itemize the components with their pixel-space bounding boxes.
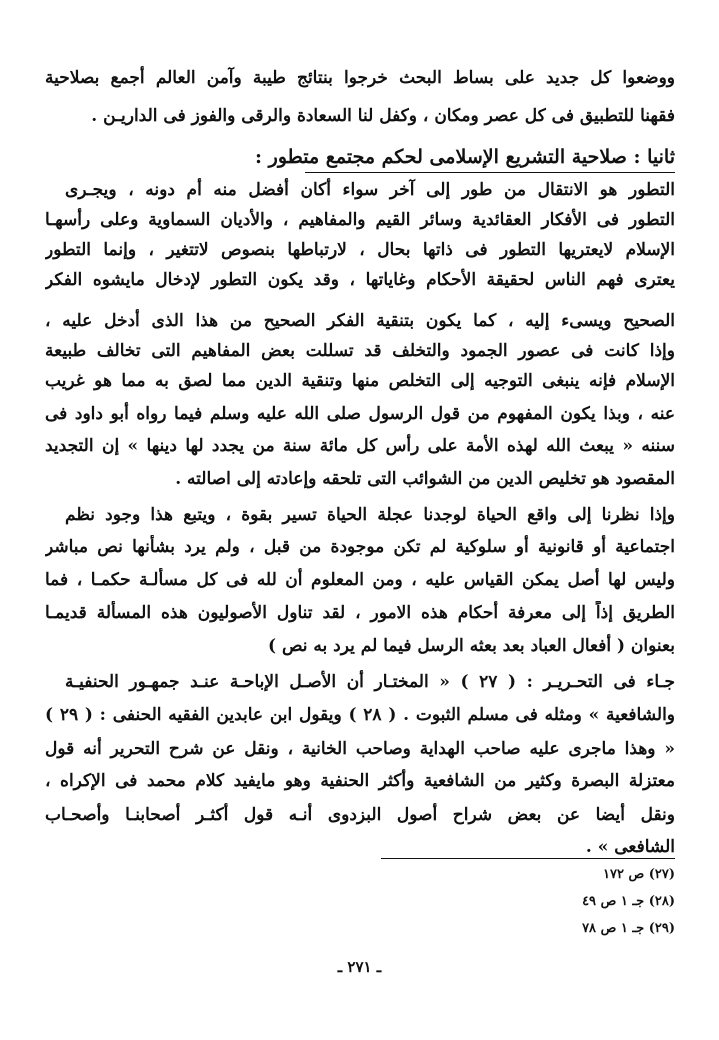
paragraph-line: الشافعى » . <box>585 837 675 857</box>
paragraph-line: التطور فى الأفكار العقائدية وسائر القيم والمفاهيم ، والأديان السماوية وعلى رأسهـا <box>45 210 675 230</box>
paragraph-line: عنه ، وبذا يكون المفهوم من قول الرسول صلى الله عليه وسلم فيما رواه أبو داود فى <box>45 404 675 424</box>
heading-underline <box>305 172 675 173</box>
paragraph-line: اجتماعية أو قانونية أو سلوكية لم تكن موجودة من قبل ، ولم يرد بشأنها نص مباشر <box>45 537 675 557</box>
intro-line: ووضعوا كل جديد على بساط البحث خرجوا بنتائج طيبة وآمن العالم أجمع بصلاحية <box>45 68 675 88</box>
paragraph-line: وليس لها أصل يمكن القياس عليه ، ومن المعلوم أن لله فى كل مسألـة حكمـا ، فما <box>45 570 675 590</box>
paragraph-line: وإذا كانت فى عصور الجمود والتخلف قد تسللت بعض المفاهيم التى تخالف طبيعة <box>45 341 675 361</box>
paragraph-line: يعترى فهم الناس لحقيقة الأحكام وغاياتها ، وقد يكون التطور لإدخال مايشوه الفكر <box>45 270 675 290</box>
paragraph-line: الصحيح ويسىء إليه ، كما يكون بتنقية الفكر الصحيح من هذا الذى أدخل عليه ، <box>45 311 675 331</box>
paragraph-line: « وهذا ماجرى عليه صاحب الهداية وصاحب الخانية ، ونقل عن شرح التحرير أنه قول <box>45 739 675 759</box>
paragraph-line: جـاء فى التحـريـر : ( ٢٧ ) « المختـار أن الأصـل الإباحـة عنـد جمهـور الحنفيـة <box>65 672 675 692</box>
paragraph-line: التطور هو الانتقال من طور إلى آخر سواء أكان أفضل منه أم دونه ، ويجـرى <box>65 180 675 200</box>
footnote: (٢٧) ص ١٧٢ <box>603 867 675 882</box>
paragraph-line: سننه « يبعث الله لهذه الأمة على رأس كل مائة سنة من يجدد لها دينها » إن التجديد <box>45 436 675 456</box>
page-number: ـ ٢٧١ ـ <box>337 958 382 976</box>
footnote-separator <box>381 858 675 859</box>
paragraph-line: الطريق إذاً إلى معرفة أحكام هذه الامور ، لقد تناول الأصوليون هذه المسألة قديمـا <box>45 603 675 623</box>
paragraph-line: المقصود هو تخليص الدين من الشوائب التى تلحقه وإعادته إلى اصالته . <box>175 469 675 489</box>
section-heading: ثانيا : صلاحية التشريع الإسلامى لحكم مجتمع متطور : <box>255 146 675 168</box>
intro-line: فقهنا للتطبيق فى كل عصر ومكان ، وكفل لنا السعادة والرقى والفوز فى الداريـن . <box>91 106 675 126</box>
paragraph-line: والشافعية » ومثله فى مسلم الثبوت . ( ٢٨ ) ويقول ابن عابدين الفقيه الحنفى : ( ٢٩ ) <box>45 705 675 725</box>
paragraph-line: معتزلة البصرة وكثير من الشافعية وأكثر الحنفية وهو مايفيد كلام محمد فى الإكراه ، <box>45 771 675 791</box>
footnote: (٢٨) جـ ١ ص ٤٩ <box>582 894 675 909</box>
paragraph-line: ونقل أيضا عن بعض شراح أصول البزدوى أنـه قول أكثـر أصحابنـا وأصحـاب <box>45 805 675 825</box>
paragraph-line: بعنوان ( أفعال العباد بعد بعثه الرسل فيما لم يرد به نص ) <box>267 636 675 656</box>
paragraph-line: الإسلام فإنه ينبغى التوجيه إلى التخلص منها وتنقية الدين مما لصق به مما هو غريب <box>45 371 675 391</box>
paragraph-line: الإسلام لايعتريها التطور فى ذاتها بحال ، لارتباطها بنصوص لاتتغير ، وإنما التطور <box>45 240 675 260</box>
footnote: (٢٩) جـ ١ ص ٧٨ <box>582 921 675 936</box>
paragraph-line: وإذا نظرنا إلى واقع الحياة لوجدنا عجلة الحياة تسير بقوة ، ويتبع هذا وجود نظم <box>65 505 675 525</box>
